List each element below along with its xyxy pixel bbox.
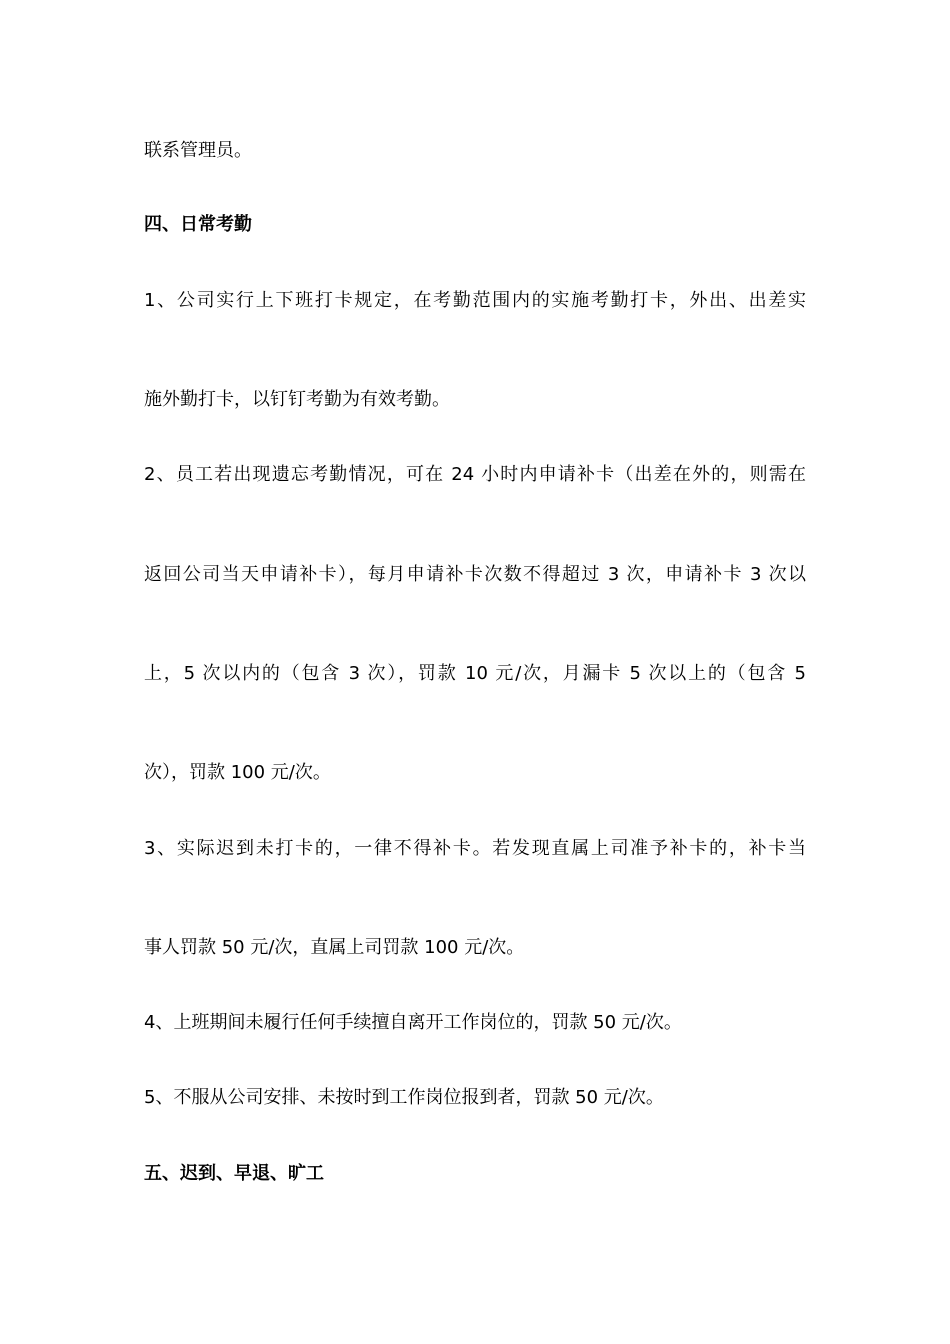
rule-2-line-1: 2、员工若出现遗忘考勤情况，可在 24 小时内申请补卡（出差在外的，则需在 [144,464,806,485]
rule-5-line: 5、不服从公司安排、未按时到工作岗位报到者，罚款 50 元/次。 [144,1087,664,1108]
rule-2-line-4: 次），罚款 100 元/次。 [144,762,331,783]
rule-2-line-2: 返回公司当天申请补卡），每月申请补卡次数不得超过 3 次，申请补卡 3 次以 [144,564,806,585]
paragraph-line-contact-admin: 联系管理员。 [144,140,252,161]
rule-4-line: 4、上班期间未履行任何手续擅自离开工作岗位的，罚款 50 元/次。 [144,1012,682,1033]
rule-2-line-3: 上，5 次以内的（包含 3 次），罚款 10 元/次，月漏卡 5 次以上的（包含 5 [144,663,806,684]
rule-1-line-2: 施外勤打卡，以钉钉考勤为有效考勤。 [144,389,450,410]
section-heading-late-early-absence: 五、迟到、早退、旷工 [144,1163,324,1184]
rule-1-line-1: 1、公司实行上下班打卡规定，在考勤范围内的实施考勤打卡，外出、出差实 [144,290,806,311]
rule-3-line-2: 事人罚款 50 元/次，直属上司罚款 100 元/次。 [144,937,525,958]
section-heading-daily-attendance: 四、日常考勤 [144,214,252,235]
rule-3-line-1: 3、实际迟到未打卡的，一律不得补卡。若发现直属上司准予补卡的，补卡当 [144,838,806,859]
